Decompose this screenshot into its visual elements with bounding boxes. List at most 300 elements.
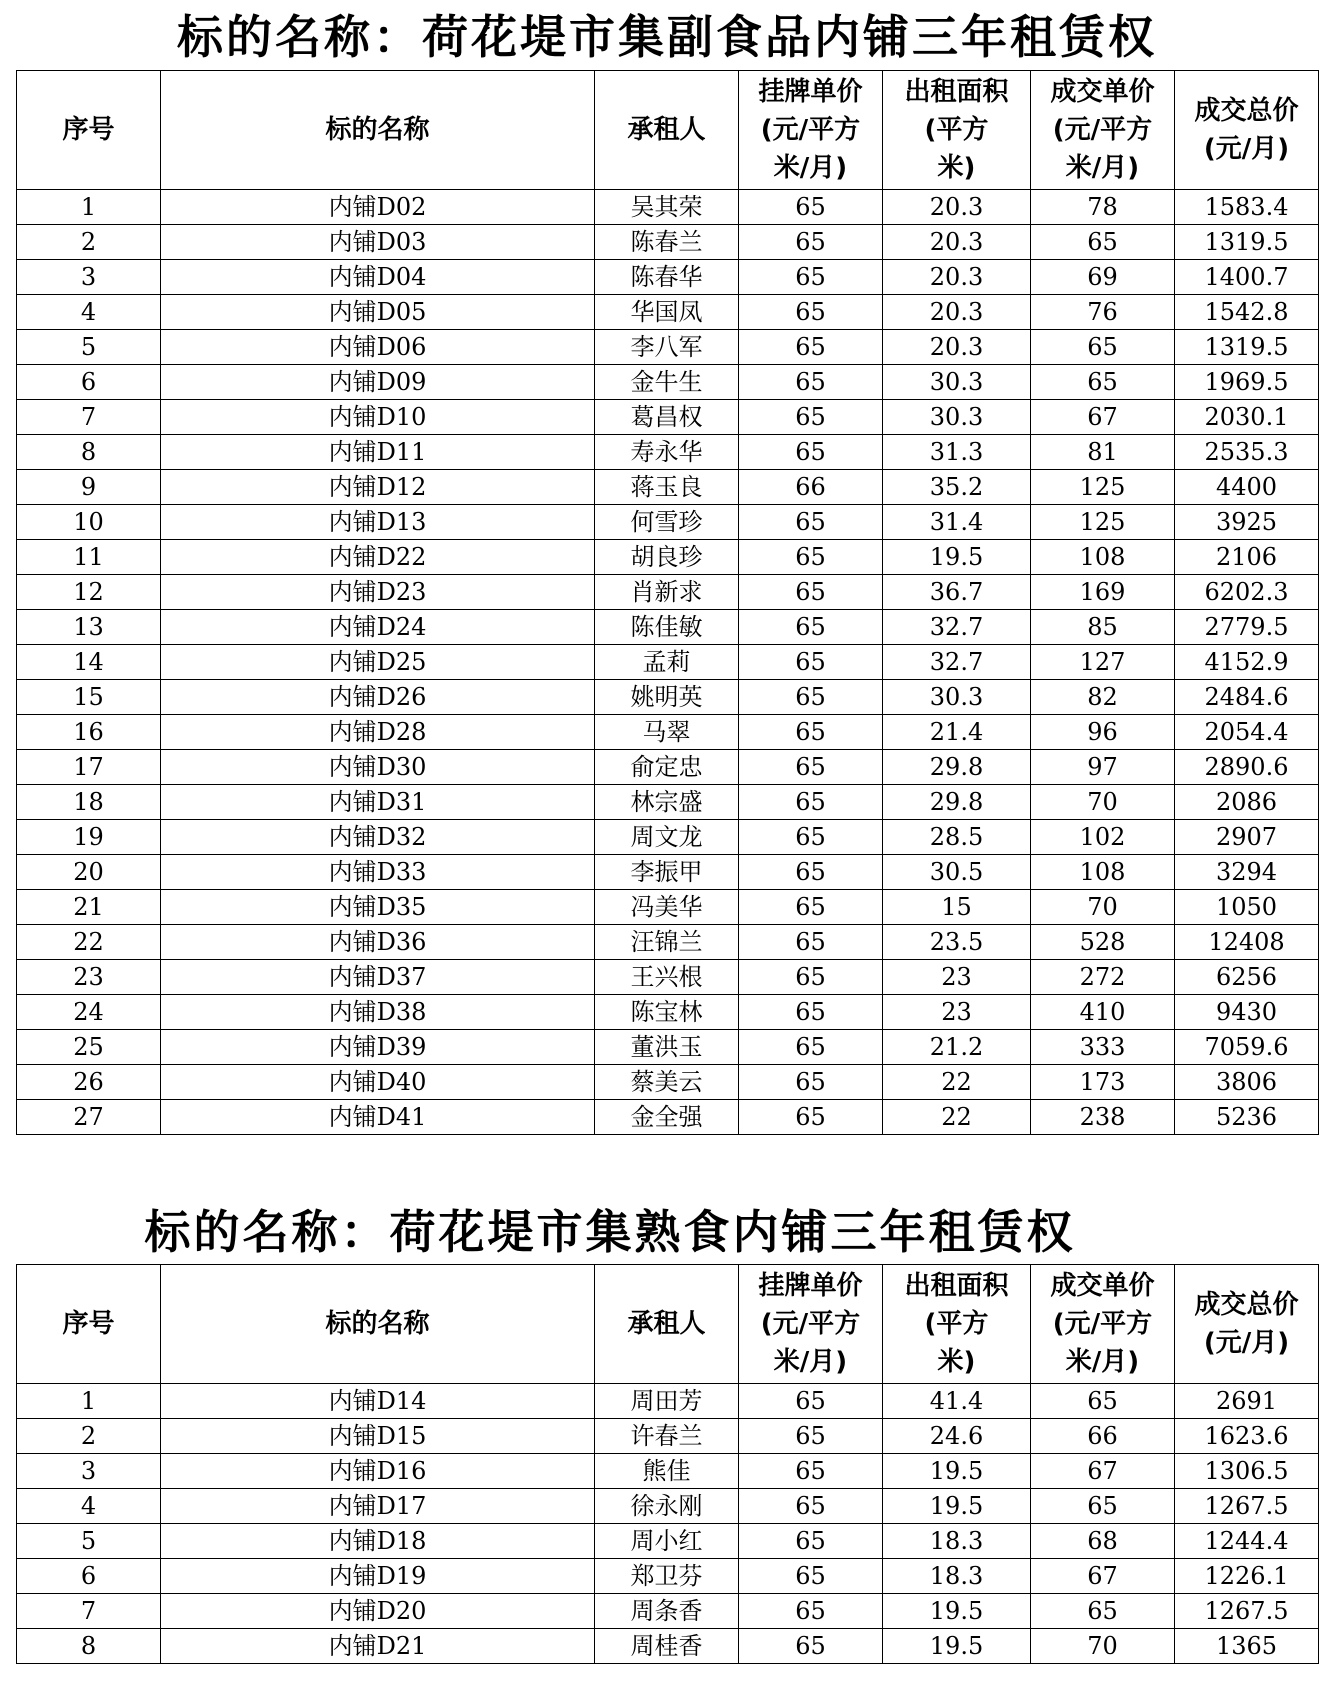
cell-total: 1969.5: [1175, 365, 1319, 400]
cell-deal-price: 70: [1031, 785, 1175, 820]
cell-seq: 13: [17, 610, 161, 645]
cell-tenant: 胡良珍: [595, 540, 739, 575]
cell-area: 41.4: [883, 1384, 1031, 1419]
cell-area: 35.2: [883, 470, 1031, 505]
cell-total: 2054.4: [1175, 715, 1319, 750]
cell-name: 内铺D38: [161, 995, 595, 1030]
cell-name: 内铺D06: [161, 330, 595, 365]
cell-tenant: 李八军: [595, 330, 739, 365]
cell-total: 1050: [1175, 890, 1319, 925]
cell-total: 6202.3: [1175, 575, 1319, 610]
cell-tenant: 周条香: [595, 1594, 739, 1629]
cell-name: 内铺D35: [161, 890, 595, 925]
cell-name: 内铺D13: [161, 505, 595, 540]
cell-tenant: 陈春兰: [595, 225, 739, 260]
cell-deal-price: 67: [1031, 1454, 1175, 1489]
cell-list-price: 65: [739, 645, 883, 680]
cell-seq: 14: [17, 645, 161, 680]
header-seq: 序号: [17, 71, 161, 190]
cell-tenant: 俞定忠: [595, 750, 739, 785]
cell-seq: 4: [17, 295, 161, 330]
cell-area: 32.7: [883, 645, 1031, 680]
table-row: [17, 1065, 1319, 1100]
cell-deal-price: 96: [1031, 715, 1175, 750]
cell-total: 2535.3: [1175, 435, 1319, 470]
cell-tenant: 华国凤: [595, 295, 739, 330]
cell-area: 28.5: [883, 820, 1031, 855]
header-area: 出租面积 (平方 米): [883, 1265, 1031, 1384]
cell-area: 23: [883, 960, 1031, 995]
cell-total: 1365: [1175, 1629, 1319, 1664]
cell-name: 内铺D17: [161, 1489, 595, 1524]
table-row: [17, 1489, 1319, 1524]
cell-seq: 3: [17, 1454, 161, 1489]
table-row: [17, 715, 1319, 750]
cell-area: 32.7: [883, 610, 1031, 645]
header-deal-price: 成交单价 (元/平方 米/月): [1031, 71, 1175, 190]
cell-deal-price: 125: [1031, 505, 1175, 540]
table2-header-row: [17, 1265, 1319, 1384]
cell-list-price: 65: [739, 225, 883, 260]
cell-list-price: 65: [739, 1065, 883, 1100]
cell-seq: 26: [17, 1065, 161, 1100]
cell-deal-price: 528: [1031, 925, 1175, 960]
cell-area: 21.4: [883, 715, 1031, 750]
cell-deal-price: 108: [1031, 855, 1175, 890]
cell-list-price: 65: [739, 330, 883, 365]
cell-tenant: 葛昌权: [595, 400, 739, 435]
cell-deal-price: 78: [1031, 190, 1175, 225]
cell-area: 22: [883, 1100, 1031, 1135]
cell-seq: 17: [17, 750, 161, 785]
cell-name: 内铺D03: [161, 225, 595, 260]
cell-name: 内铺D40: [161, 1065, 595, 1100]
cell-area: 23: [883, 995, 1031, 1030]
cell-total: 1267.5: [1175, 1489, 1319, 1524]
table-row: [17, 470, 1319, 505]
cell-area: 20.3: [883, 295, 1031, 330]
cell-list-price: 65: [739, 1030, 883, 1065]
header-list-price: 挂牌单价 (元/平方 米/月): [739, 1265, 883, 1384]
cell-total: 5236: [1175, 1100, 1319, 1135]
cell-area: 20.3: [883, 225, 1031, 260]
cell-tenant: 蔡美云: [595, 1065, 739, 1100]
cell-total: 2484.6: [1175, 680, 1319, 715]
cell-deal-price: 125: [1031, 470, 1175, 505]
cell-list-price: 65: [739, 1419, 883, 1454]
table2-title: 标的名称：荷花堤市集熟食内铺三年租赁权: [144, 1205, 1076, 1259]
cell-area: 29.8: [883, 785, 1031, 820]
cell-name: 内铺D02: [161, 190, 595, 225]
cell-total: 1244.4: [1175, 1524, 1319, 1559]
table-row: [17, 610, 1319, 645]
header-deal-price: 成交单价 (元/平方 米/月): [1031, 1265, 1175, 1384]
table2: [16, 1264, 1319, 1664]
table-row: [17, 505, 1319, 540]
cell-name: 内铺D24: [161, 610, 595, 645]
cell-total: 2106: [1175, 540, 1319, 575]
cell-area: 30.5: [883, 855, 1031, 890]
table-row: [17, 435, 1319, 470]
cell-tenant: 周小红: [595, 1524, 739, 1559]
cell-tenant: 汪锦兰: [595, 925, 739, 960]
cell-list-price: 65: [739, 715, 883, 750]
cell-tenant: 周文龙: [595, 820, 739, 855]
table-row: [17, 225, 1319, 260]
cell-seq: 25: [17, 1030, 161, 1065]
cell-seq: 8: [17, 1629, 161, 1664]
cell-seq: 11: [17, 540, 161, 575]
cell-list-price: 65: [739, 435, 883, 470]
cell-list-price: 65: [739, 540, 883, 575]
cell-seq: 6: [17, 1559, 161, 1594]
cell-deal-price: 67: [1031, 1559, 1175, 1594]
cell-tenant: 吴其荣: [595, 190, 739, 225]
cell-total: 2030.1: [1175, 400, 1319, 435]
cell-total: 4152.9: [1175, 645, 1319, 680]
cell-deal-price: 65: [1031, 365, 1175, 400]
cell-area: 36.7: [883, 575, 1031, 610]
cell-name: 内铺D37: [161, 960, 595, 995]
cell-tenant: 寿永华: [595, 435, 739, 470]
header-list-price: 挂牌单价 (元/平方 米/月): [739, 71, 883, 190]
table-row: [17, 190, 1319, 225]
cell-seq: 5: [17, 330, 161, 365]
cell-list-price: 65: [739, 785, 883, 820]
cell-name: 内铺D11: [161, 435, 595, 470]
cell-seq: 18: [17, 785, 161, 820]
cell-deal-price: 70: [1031, 1629, 1175, 1664]
cell-deal-price: 173: [1031, 1065, 1175, 1100]
header-name: 标的名称: [161, 71, 595, 190]
cell-list-price: 65: [739, 260, 883, 295]
cell-total: 1623.6: [1175, 1419, 1319, 1454]
cell-total: 1319.5: [1175, 330, 1319, 365]
cell-list-price: 65: [739, 190, 883, 225]
cell-area: 20.3: [883, 260, 1031, 295]
cell-list-price: 65: [739, 750, 883, 785]
cell-name: 内铺D28: [161, 715, 595, 750]
cell-name: 内铺D19: [161, 1559, 595, 1594]
cell-seq: 21: [17, 890, 161, 925]
cell-seq: 22: [17, 925, 161, 960]
cell-deal-price: 65: [1031, 1489, 1175, 1524]
cell-name: 内铺D32: [161, 820, 595, 855]
header-seq: 序号: [17, 1265, 161, 1384]
cell-deal-price: 65: [1031, 1594, 1175, 1629]
cell-name: 内铺D23: [161, 575, 595, 610]
table-row: [17, 1419, 1319, 1454]
cell-deal-price: 67: [1031, 400, 1175, 435]
cell-total: 3294: [1175, 855, 1319, 890]
cell-list-price: 65: [739, 1384, 883, 1419]
table-row: [17, 855, 1319, 890]
cell-tenant: 马翠: [595, 715, 739, 750]
cell-seq: 1: [17, 190, 161, 225]
cell-area: 20.3: [883, 330, 1031, 365]
cell-tenant: 王兴根: [595, 960, 739, 995]
cell-area: 18.3: [883, 1524, 1031, 1559]
cell-list-price: 65: [739, 610, 883, 645]
cell-deal-price: 65: [1031, 330, 1175, 365]
header-tenant: 承租人: [595, 71, 739, 190]
cell-deal-price: 85: [1031, 610, 1175, 645]
cell-seq: 8: [17, 435, 161, 470]
cell-deal-price: 410: [1031, 995, 1175, 1030]
cell-name: 内铺D14: [161, 1384, 595, 1419]
cell-total: 7059.6: [1175, 1030, 1319, 1065]
table-row: [17, 540, 1319, 575]
header-total: 成交总价 (元/月): [1175, 1265, 1319, 1384]
cell-seq: 9: [17, 470, 161, 505]
cell-total: 2691: [1175, 1384, 1319, 1419]
cell-deal-price: 333: [1031, 1030, 1175, 1065]
table-row: [17, 1629, 1319, 1664]
cell-seq: 7: [17, 1594, 161, 1629]
cell-total: 1226.1: [1175, 1559, 1319, 1594]
cell-name: 内铺D36: [161, 925, 595, 960]
table-row: [17, 330, 1319, 365]
header-name: 标的名称: [161, 1265, 595, 1384]
table-row: [17, 645, 1319, 680]
cell-deal-price: 97: [1031, 750, 1175, 785]
cell-tenant: 孟莉: [595, 645, 739, 680]
cell-area: 23.5: [883, 925, 1031, 960]
table-row: [17, 960, 1319, 995]
table-row: [17, 1030, 1319, 1065]
cell-area: 30.3: [883, 365, 1031, 400]
cell-area: 24.6: [883, 1419, 1031, 1454]
cell-seq: 6: [17, 365, 161, 400]
cell-list-price: 65: [739, 1629, 883, 1664]
cell-seq: 3: [17, 260, 161, 295]
cell-tenant: 董洪玉: [595, 1030, 739, 1065]
cell-tenant: 林宗盛: [595, 785, 739, 820]
cell-name: 内铺D16: [161, 1454, 595, 1489]
cell-area: 19.5: [883, 540, 1031, 575]
cell-total: 1400.7: [1175, 260, 1319, 295]
cell-deal-price: 76: [1031, 295, 1175, 330]
cell-list-price: 65: [739, 295, 883, 330]
cell-name: 内铺D20: [161, 1594, 595, 1629]
cell-name: 内铺D30: [161, 750, 595, 785]
cell-seq: 2: [17, 1419, 161, 1454]
cell-area: 21.2: [883, 1030, 1031, 1065]
cell-total: 2890.6: [1175, 750, 1319, 785]
cell-tenant: 肖新求: [595, 575, 739, 610]
cell-deal-price: 68: [1031, 1524, 1175, 1559]
cell-total: 4400: [1175, 470, 1319, 505]
cell-tenant: 熊佳: [595, 1454, 739, 1489]
table-row: [17, 295, 1319, 330]
cell-total: 12408: [1175, 925, 1319, 960]
cell-total: 2086: [1175, 785, 1319, 820]
cell-seq: 16: [17, 715, 161, 750]
cell-seq: 1: [17, 1384, 161, 1419]
cell-list-price: 65: [739, 575, 883, 610]
cell-tenant: 郑卫芬: [595, 1559, 739, 1594]
cell-list-price: 66: [739, 470, 883, 505]
cell-list-price: 65: [739, 680, 883, 715]
table-row: [17, 260, 1319, 295]
cell-list-price: 65: [739, 1559, 883, 1594]
cell-deal-price: 70: [1031, 890, 1175, 925]
cell-name: 内铺D04: [161, 260, 595, 295]
cell-seq: 23: [17, 960, 161, 995]
table-row: [17, 1559, 1319, 1594]
table-row: [17, 995, 1319, 1030]
cell-deal-price: 69: [1031, 260, 1175, 295]
table-row: [17, 680, 1319, 715]
table-row: [17, 750, 1319, 785]
cell-seq: 12: [17, 575, 161, 610]
cell-seq: 10: [17, 505, 161, 540]
cell-deal-price: 272: [1031, 960, 1175, 995]
cell-total: 6256: [1175, 960, 1319, 995]
cell-tenant: 陈佳敏: [595, 610, 739, 645]
cell-area: 19.5: [883, 1594, 1031, 1629]
table1: [16, 70, 1319, 1135]
table-row: [17, 820, 1319, 855]
cell-area: 31.4: [883, 505, 1031, 540]
table-row: [17, 785, 1319, 820]
table1-body: [17, 190, 1319, 1135]
table-row: [17, 1524, 1319, 1559]
cell-area: 19.5: [883, 1454, 1031, 1489]
cell-tenant: 周桂香: [595, 1629, 739, 1664]
table-row: [17, 400, 1319, 435]
cell-total: 1542.8: [1175, 295, 1319, 330]
cell-list-price: 65: [739, 505, 883, 540]
cell-name: 内铺D21: [161, 1629, 595, 1664]
cell-area: 29.8: [883, 750, 1031, 785]
cell-deal-price: 102: [1031, 820, 1175, 855]
cell-area: 30.3: [883, 400, 1031, 435]
table-row: [17, 365, 1319, 400]
cell-list-price: 65: [739, 365, 883, 400]
cell-name: 内铺D25: [161, 645, 595, 680]
table-row: [17, 1384, 1319, 1419]
cell-name: 内铺D05: [161, 295, 595, 330]
cell-area: 20.3: [883, 190, 1031, 225]
cell-seq: 4: [17, 1489, 161, 1524]
cell-deal-price: 65: [1031, 1384, 1175, 1419]
cell-list-price: 65: [739, 890, 883, 925]
cell-seq: 27: [17, 1100, 161, 1135]
table-row: [17, 1454, 1319, 1489]
cell-area: 22: [883, 1065, 1031, 1100]
cell-deal-price: 82: [1031, 680, 1175, 715]
cell-total: 9430: [1175, 995, 1319, 1030]
cell-deal-price: 65: [1031, 225, 1175, 260]
cell-total: 2779.5: [1175, 610, 1319, 645]
cell-name: 内铺D18: [161, 1524, 595, 1559]
cell-area: 19.5: [883, 1629, 1031, 1664]
cell-tenant: 许春兰: [595, 1419, 739, 1454]
cell-list-price: 65: [739, 960, 883, 995]
cell-list-price: 65: [739, 925, 883, 960]
cell-area: 31.3: [883, 435, 1031, 470]
cell-deal-price: 108: [1031, 540, 1175, 575]
cell-area: 18.3: [883, 1559, 1031, 1594]
cell-seq: 20: [17, 855, 161, 890]
cell-area: 19.5: [883, 1489, 1031, 1524]
cell-list-price: 65: [739, 1594, 883, 1629]
cell-seq: 24: [17, 995, 161, 1030]
cell-deal-price: 81: [1031, 435, 1175, 470]
cell-seq: 2: [17, 225, 161, 260]
cell-name: 内铺D39: [161, 1030, 595, 1065]
cell-tenant: 徐永刚: [595, 1489, 739, 1524]
cell-total: 2907: [1175, 820, 1319, 855]
cell-name: 内铺D41: [161, 1100, 595, 1135]
cell-name: 内铺D15: [161, 1419, 595, 1454]
cell-seq: 15: [17, 680, 161, 715]
cell-list-price: 65: [739, 400, 883, 435]
cell-list-price: 65: [739, 855, 883, 890]
cell-tenant: 金全强: [595, 1100, 739, 1135]
cell-tenant: 李振甲: [595, 855, 739, 890]
cell-deal-price: 127: [1031, 645, 1175, 680]
cell-name: 内铺D33: [161, 855, 595, 890]
table-row: [17, 925, 1319, 960]
cell-list-price: 65: [739, 1524, 883, 1559]
cell-name: 内铺D09: [161, 365, 595, 400]
cell-tenant: 冯美华: [595, 890, 739, 925]
header-total: 成交总价 (元/月): [1175, 71, 1319, 190]
cell-total: 3806: [1175, 1065, 1319, 1100]
cell-name: 内铺D10: [161, 400, 595, 435]
table-row: [17, 1594, 1319, 1629]
cell-list-price: 65: [739, 820, 883, 855]
cell-name: 内铺D22: [161, 540, 595, 575]
cell-total: 1267.5: [1175, 1594, 1319, 1629]
table-row: [17, 1100, 1319, 1135]
cell-deal-price: 169: [1031, 575, 1175, 610]
cell-list-price: 65: [739, 1489, 883, 1524]
cell-deal-price: 66: [1031, 1419, 1175, 1454]
cell-tenant: 陈春华: [595, 260, 739, 295]
cell-area: 30.3: [883, 680, 1031, 715]
cell-tenant: 姚明英: [595, 680, 739, 715]
cell-list-price: 65: [739, 995, 883, 1030]
cell-total: 3925: [1175, 505, 1319, 540]
cell-list-price: 65: [739, 1100, 883, 1135]
cell-name: 内铺D26: [161, 680, 595, 715]
cell-seq: 7: [17, 400, 161, 435]
cell-tenant: 蒋玉良: [595, 470, 739, 505]
table1-title: 标的名称：荷花堤市集副食品内铺三年租赁权: [177, 10, 1157, 64]
cell-seq: 5: [17, 1524, 161, 1559]
cell-tenant: 何雪珍: [595, 505, 739, 540]
header-tenant: 承租人: [595, 1265, 739, 1384]
cell-tenant: 陈宝林: [595, 995, 739, 1030]
table2-body: [17, 1384, 1319, 1664]
cell-tenant: 周田芳: [595, 1384, 739, 1419]
cell-tenant: 金牛生: [595, 365, 739, 400]
cell-deal-price: 238: [1031, 1100, 1175, 1135]
cell-name: 内铺D31: [161, 785, 595, 820]
cell-list-price: 65: [739, 1454, 883, 1489]
table-row: [17, 575, 1319, 610]
table1-header-row: [17, 71, 1319, 190]
cell-total: 1583.4: [1175, 190, 1319, 225]
table-row: [17, 890, 1319, 925]
cell-seq: 19: [17, 820, 161, 855]
cell-total: 1306.5: [1175, 1454, 1319, 1489]
cell-name: 内铺D12: [161, 470, 595, 505]
cell-total: 1319.5: [1175, 225, 1319, 260]
